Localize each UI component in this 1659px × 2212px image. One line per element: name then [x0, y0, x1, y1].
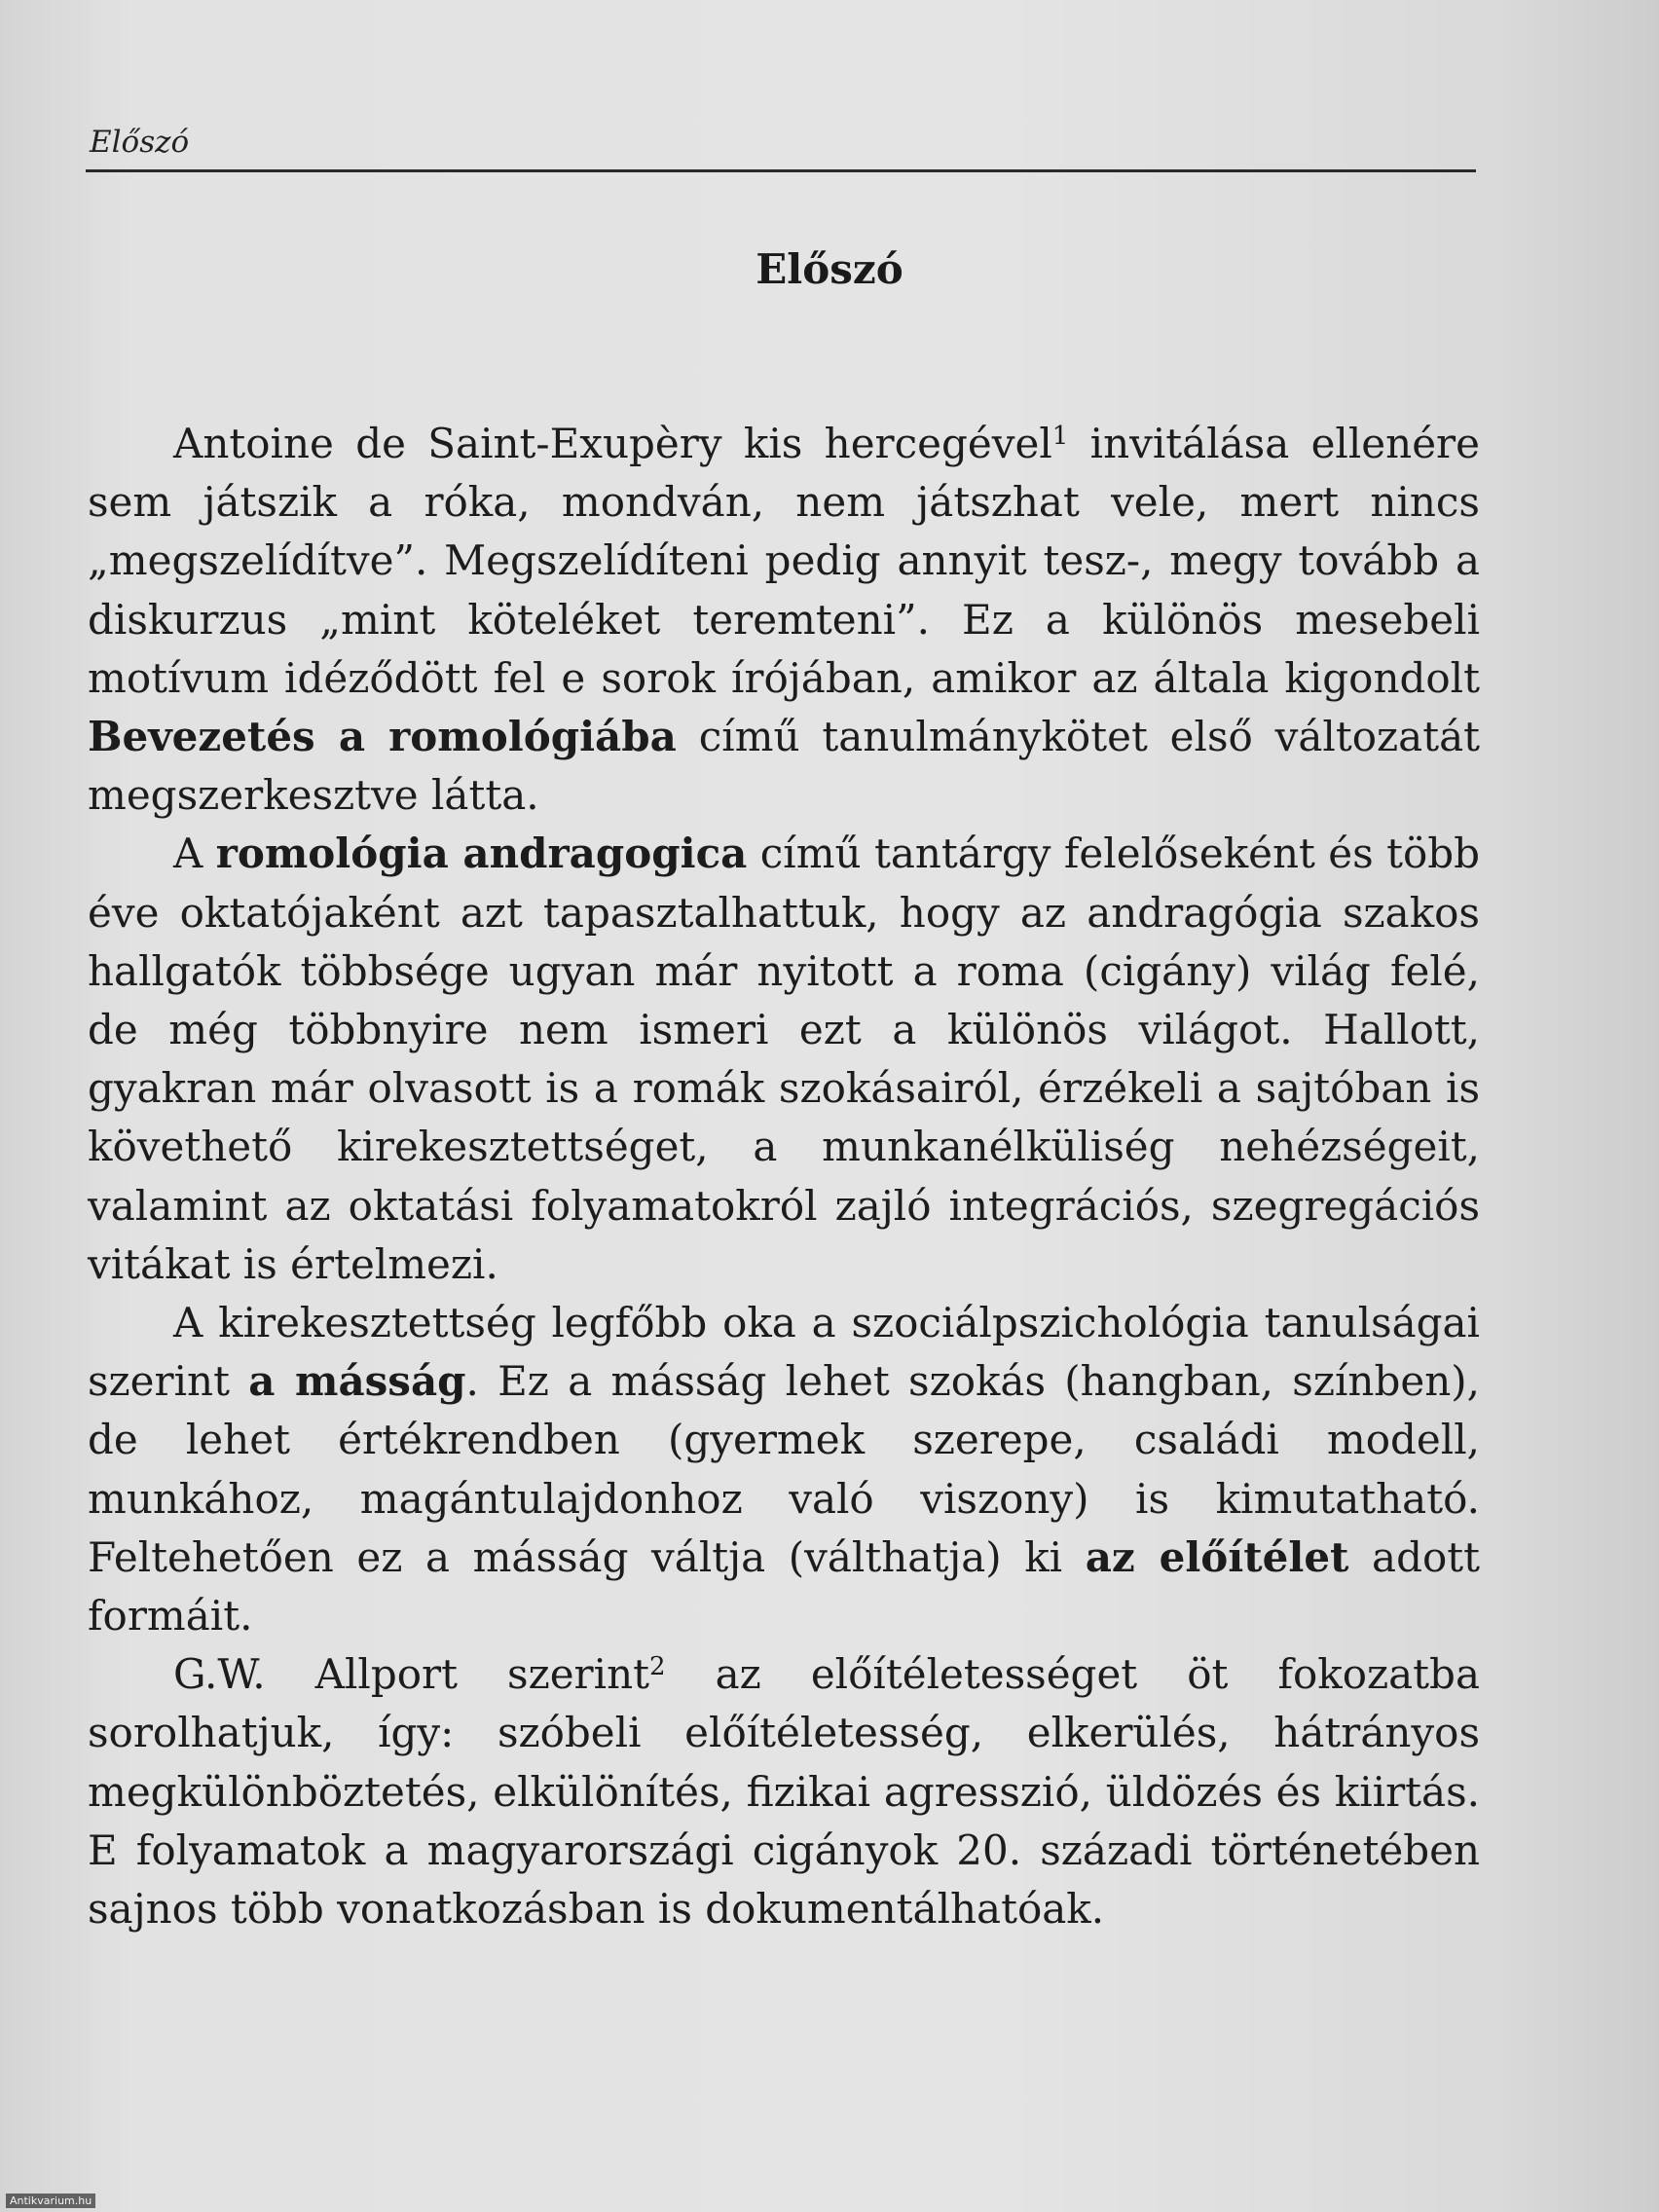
text-run: című tanulmánykötet első változatát megszerkesztve látta.	[88, 713, 1480, 820]
text-run: adott formáit.	[88, 1532, 1481, 1641]
paragraph	[88, 415, 1480, 825]
running-head: Előszó	[90, 125, 190, 160]
text-run: G.W. Allport szerint	[173, 1650, 649, 1699]
header-rule	[86, 169, 1476, 172]
watermark: Antikvarium.hu	[6, 2194, 95, 2208]
bold-phrase: Bevezetés a romológiába	[88, 713, 677, 761]
body-text	[88, 415, 1480, 1938]
text-run: az előítéletességet öt fokozatba sorolhatjuk, így: szóbeli előítéletesség, elkerülés, hátrányos megkülönböztetés, elkülönítés, fizikai agresszió, üldözés és kiirtás. E folyamatok a magyarországi cigányok 20. századi történetében sajnos több vonatkozásban is dokumentálhatóak.	[88, 1650, 1480, 1934]
bold-phrase: az előítélet	[1085, 1532, 1349, 1581]
footnote-marker: 2	[649, 1652, 666, 1682]
paragraph	[88, 1645, 1480, 1938]
chapter-title: Előszó	[756, 245, 903, 293]
bold-phrase: a másság	[248, 1357, 466, 1406]
text-run: Antoine de Saint-Exupèry kis hercegével	[173, 420, 1052, 467]
bold-phrase: romológia andragogica	[215, 830, 748, 878]
text-run: A	[173, 830, 216, 878]
text-run: A kirekesztettség legfőbb oka a szociálpszichológia tanulságai szerint	[88, 1299, 1480, 1406]
text-run: . Ez a másság lehet szokás (hangban, színben), de lehet értékrendben (gyermek szerepe, családi modell, munkához, magántulajdonhoz való viszony) is kimutatható. Feltehetően ez a másság váltja (válthatja) ki	[88, 1357, 1480, 1581]
page-edge-shadow	[1503, 0, 1659, 2212]
paragraph	[88, 825, 1480, 1294]
text-run: invitálása ellenére sem játszik a róka, mondván, nem játszhat vele, mert nincs „megszelídítve”. Megszelídíteni pedig annyit tesz-, megy tovább a diskurzus „mint köteléket teremteni”. Ez a különös mesebeli motívum idéződött fel e sorok írójában, amikor az általa kigondolt	[88, 420, 1480, 702]
text-run: című tantárgy felelőseként és több éve oktatójaként azt tapasztalhattuk, hogy az andragógia szakos hallgatók többsége ugyan már nyitott a roma (cigány) világ felé, de még többnyire nem ismeri ezt a különös világot. Hallott, gyakran már olvasott is a romák szokásairól, érzékeli a sajtóban is követhető kirekesztettséget, a munkanélküliség nehézségeit, valamint az oktatási folyamatokról zajló integrációs, szegregációs vitákat is értelmezi.	[88, 830, 1481, 1288]
footnote-marker: 1	[1051, 422, 1069, 451]
paragraph	[88, 1294, 1480, 1645]
